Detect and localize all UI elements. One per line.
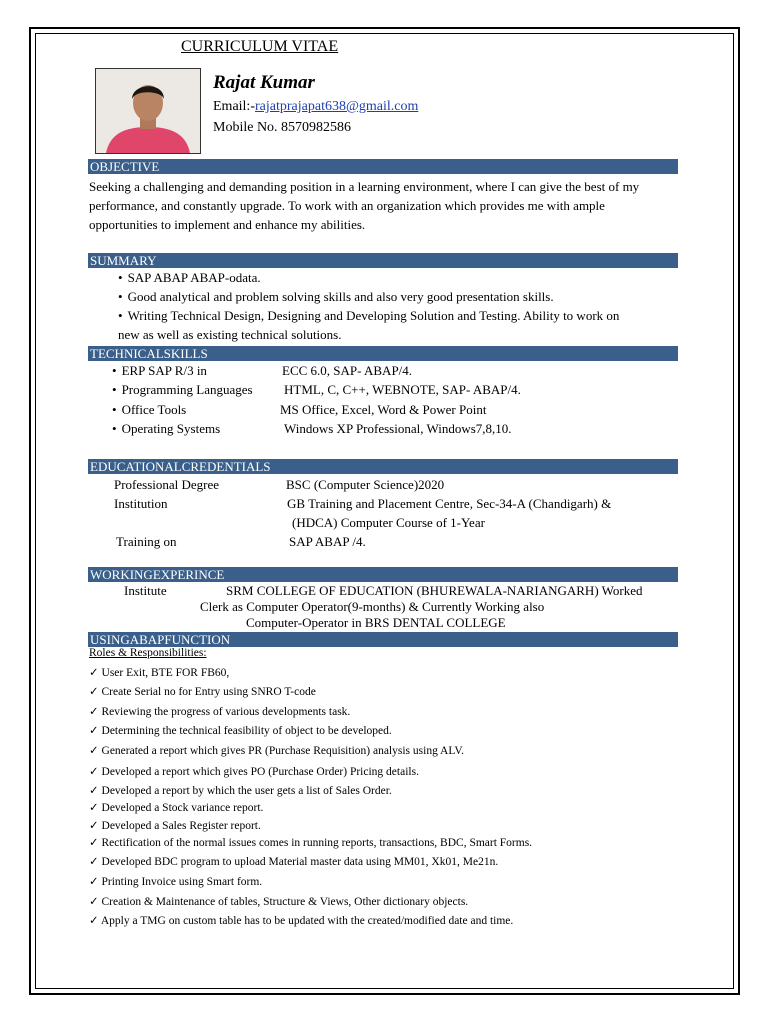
role-item: ✓ Apply a TMG on custom table has to be updated with the created/modified date and time. <box>89 915 514 927</box>
summary-bullet: • SAP ABAP ABAP-odata. <box>118 270 261 286</box>
skill-label: • Programming Languages <box>112 382 253 398</box>
objective-line: performance, and constantly upgrade. To work with an organization which provides me with ample <box>89 198 605 213</box>
summary-bullet: • Writing Technical Design, Designing and Developing Solution and Testing. Ability to work on <box>118 308 619 324</box>
role-item: ✓ Creation & Maintenance of tables, Structure & Views, Other dictionary objects. <box>89 896 469 908</box>
candidate-name: Rajat Kumar <box>213 72 315 93</box>
institution-label: Institution <box>114 496 168 511</box>
role-item: ✓ Developed BDC program to upload Material master data using MM01, Xk01, Me21n. <box>89 856 499 868</box>
degree-value: BSC (Computer Science)2020 <box>286 477 445 492</box>
role-item: ✓ User Exit, BTE FOR FB60, <box>89 667 230 679</box>
summary-bullet-continuation: new as well as existing technical solutions. <box>118 327 342 342</box>
section-header-using-abap-function: USINGABAPFUNCTION <box>88 632 678 647</box>
training-label: Training on <box>116 534 177 549</box>
section-header-working-experience: WORKINGEXPERINCE <box>88 567 678 582</box>
section-header-objective: OBJECTIVE <box>88 159 678 174</box>
work-description: Clerk as Computer Operator(9-months) & Currently Working also <box>200 599 545 614</box>
summary-bullet: • Good analytical and problem solving skills and also very good presentation skills. <box>118 289 554 305</box>
institution-value: GB Training and Placement Centre, Sec-34-A (Chandigarh) & <box>287 496 612 511</box>
training-value: SAP ABAP /4. <box>289 534 366 549</box>
role-item: ✓ Developed a report by which the user gets a list of Sales Order. <box>89 785 392 797</box>
work-description: SRM COLLEGE OF EDUCATION (BHUREWALA-NARIANGARH) Worked <box>226 583 643 598</box>
section-header-technical-skills: TECHNICALSKILLS <box>88 346 678 361</box>
skill-label: • Operating Systems <box>112 421 220 437</box>
roles-heading: Roles & Responsibilities: <box>89 647 207 659</box>
institution-value-continuation: (HDCA) Computer Course of 1-Year <box>292 515 485 530</box>
role-item: ✓ Create Serial no for Entry using SNRO T-code <box>89 686 316 698</box>
role-item: ✓ Generated a report which gives PR (Purchase Requisition) analysis using ALV. <box>89 745 465 757</box>
degree-label: Professional Degree <box>114 477 220 492</box>
section-header-summary: SUMMARY <box>88 253 678 268</box>
role-item: ✓ Rectification of the normal issues comes in running reports, transactions, BDC, Smart Forms. <box>89 837 533 849</box>
person-photo-icon <box>96 69 200 153</box>
email-line <box>213 99 418 115</box>
role-item: ✓ Developed a Sales Register report. <box>89 820 261 832</box>
mobile-number: Mobile No. 8570982586 <box>213 120 352 135</box>
work-institute-label: Institute <box>124 583 167 598</box>
skill-value: MS Office, Excel, Word & Power Point <box>280 402 487 417</box>
objective-line: Seeking a challenging and demanding position in a learning environment, where I can give the best of my <box>89 179 640 194</box>
skill-label: • Office Tools <box>112 402 186 418</box>
role-item: ✓ Printing Invoice using Smart form. <box>89 876 263 888</box>
document-title: CURRICULUM VITAE <box>181 38 339 55</box>
email-label: Email:- <box>213 99 255 114</box>
role-item: ✓ Developed a Stock variance report. <box>89 802 264 814</box>
skill-value: Windows XP Professional, Windows7,8,10. <box>284 421 512 436</box>
objective-text <box>89 177 679 234</box>
role-item: ✓ Reviewing the progress of various developments task. <box>89 706 351 718</box>
section-header-education: EDUCATIONALCREDENTIALS <box>88 459 678 474</box>
work-description: Computer-Operator in BRS DENTAL COLLEGE <box>246 615 506 630</box>
skill-value: ECC 6.0, SAP- ABAP/4. <box>282 363 413 378</box>
objective-line: opportunities to implement and enhance my abilities. <box>89 217 366 232</box>
role-item: ✓ Determining the technical feasibility of object to be developed. <box>89 725 392 737</box>
skill-value: HTML, C, C++, WEBNOTE, SAP- ABAP/4. <box>284 382 521 397</box>
email-link[interactable]: rajatprajapat638@gmail.com <box>255 99 419 114</box>
role-item: ✓ Developed a report which gives PO (Purchase Order) Pricing details. <box>89 766 419 778</box>
profile-photo <box>95 68 201 154</box>
skill-label: • ERP SAP R/3 in <box>112 363 207 379</box>
